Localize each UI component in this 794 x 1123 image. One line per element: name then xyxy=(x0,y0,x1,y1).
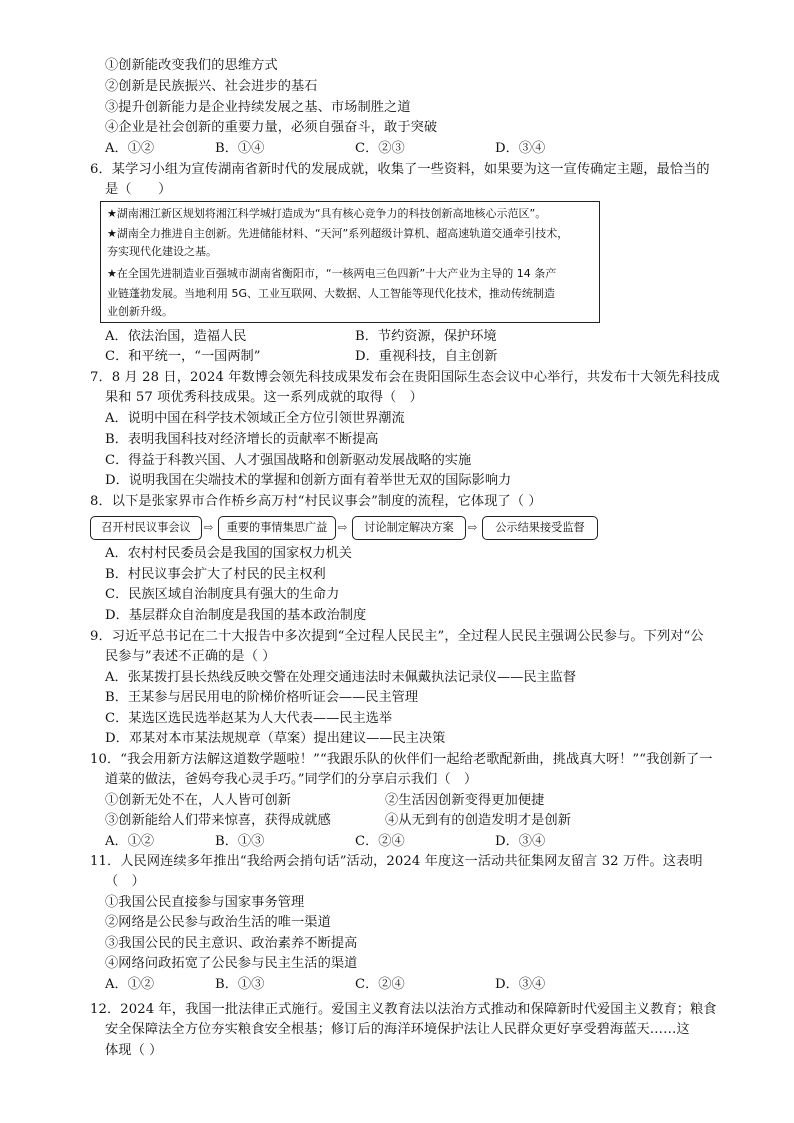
material-box xyxy=(100,201,600,323)
option-a: A．说明中国在科学技术领域正全方位引领世界潮流 xyxy=(105,411,405,426)
option-b: B．①③ xyxy=(215,977,265,992)
statement: ④从无到有的创造发明才是创新 xyxy=(385,813,572,828)
question-stem: 道菜的做法，爸妈夸我心灵手巧。”同学们的分享启示我们（ ） xyxy=(105,772,478,787)
statement: ③提升创新能力是企业持续发展之基、市场制胜之道 xyxy=(105,100,411,115)
material-line: ★在全国先进制造业百强城市湖南省衡阳市，“一核两电三色四新”十大产业为主导的 14 条产 xyxy=(107,267,557,280)
option-a: A．①② xyxy=(105,977,155,992)
material-line: 业创新升级。 xyxy=(107,305,173,318)
material-line: ★湖南全力推进自主创新。先进储能材料、“天河”系列超级计算机、超高速轨道交通牵引技术， xyxy=(107,227,569,240)
option-d: D．邓某对本市某法规规章（草案）提出建议——民主决策 xyxy=(105,731,446,746)
option-c: C．和平统一，“一国两制” xyxy=(105,349,261,364)
flow-step-1: 召开村民议事会议 xyxy=(90,516,202,540)
flow-arrow-icon: ⇨ xyxy=(468,521,478,534)
question-stem: 民参与”表述不正确的是（ ） xyxy=(105,649,276,664)
question-stem: 6．某学习小组为宣传湖南省新时代的发展成就，收集了一些资料，如果要为这一宣传确定主题，最恰当的 xyxy=(90,162,710,177)
option-c: C．某选区选民选举赵某为人大代表——民主选举 xyxy=(105,711,393,726)
question-stem: 8．以下是张家界市合作桥乡高万村“村民议事会”制度的流程，它体现了（ ） xyxy=(90,494,542,509)
statement: ②生活因创新变得更加便捷 xyxy=(385,793,545,808)
option-a: A．农村村民委员会是我国的国家权力机关 xyxy=(105,546,352,561)
flow-arrow-icon: ⇨ xyxy=(338,521,348,534)
statement: ④网络问政拓宽了公民参与民主生活的渠道 xyxy=(105,956,358,971)
question-stem: 10．“我会用新方法解这道数学题啦！”“我跟乐队的伙伴们一起给老歌配新曲，挑战真大呀！”“我创新了一 xyxy=(90,752,713,767)
flow-step-3: 讨论制定解决方案 xyxy=(352,516,466,540)
question-stem: 果和 57 项优秀科技成果。这一系列成就的取得（ ） xyxy=(105,390,423,405)
flow-step-4: 公示结果接受监督 xyxy=(482,516,598,540)
option-d: D．③④ xyxy=(495,977,546,992)
option-b: B．①③ xyxy=(215,834,265,849)
question-stem: 安全保障法全方位夯实粮食安全根基；修订后的海洋环境保护法让人民群众更好享受碧海蓝天……这 xyxy=(105,1022,690,1037)
statement: ①创新能改变我们的思维方式 xyxy=(105,58,278,73)
flow-step-2: 重要的事情集思广益 xyxy=(218,516,336,540)
statement: ④企业是社会创新的重要力量，必须自强奋斗，敢于突破 xyxy=(105,120,438,135)
option-d: D．说明我国在尖端技术的掌握和创新方面有着举世无双的国际影响力 xyxy=(105,473,512,488)
question-stem: （ ） xyxy=(105,874,145,889)
option-d: D．重视科技，自主创新 xyxy=(355,349,498,364)
option-b: B．①④ xyxy=(215,141,265,156)
question-stem: 7．8 月 28 日，2024 年数博会领先科技成果发布会在贵阳国际生态会议中心举行，共发布十大领先科技成 xyxy=(90,370,720,385)
option-a: A．依法治国，造福人民 xyxy=(105,329,247,344)
option-c: C．得益于科教兴国、人才强国战略和创新驱动发展战略的实施 xyxy=(105,453,472,468)
option-b: B．王某参与居民用电的阶梯价格听证会——民主管理 xyxy=(105,690,419,705)
statement: ③我国公民的民主意识、政治素养不断提高 xyxy=(105,936,358,951)
material-line: 业链蓬勃发展。当地利用 5G、工业互联网、大数据、人工智能等现代化技术，推动传统制造 xyxy=(107,287,556,300)
question-stem: 12．2024 年，我国一批法律正式施行。爱国主义教育法以法治方式推动和保障新时代爱国主义教育；粮食 xyxy=(90,1002,717,1017)
material-line: 夯实现代化建设之基。 xyxy=(107,245,217,258)
option-c: C．民族区域自治制度具有强大的生命力 xyxy=(105,587,340,602)
option-a: A．张某拨打县长热线反映交警在处理交通违法时未佩戴执法记录仪——民主监督 xyxy=(105,670,577,685)
statement: ②创新是民族振兴、社会进步的基石 xyxy=(105,79,318,94)
question-stem: 是（ ） xyxy=(105,182,172,197)
question-stem: 9．习近平总书记在二十大报告中多次提到“全过程人民民主”，全过程人民民主强调公民参与。下列对“公 xyxy=(90,629,704,644)
material-line: ★湖南湘江新区规划将湘江科学城打造成为“具有核心竞争力的科技创新高地核心示范区”。 xyxy=(107,207,547,220)
option-d: D．③④ xyxy=(495,834,546,849)
option-d: D．③④ xyxy=(495,141,546,156)
option-b: B．村民议事会扩大了村民的民主权利 xyxy=(105,567,326,582)
question-stem: 11．人民网连续多年推出“我给两会捎句话”活动，2024 年度这一活动共征集网友留言 32 万件。这表明 xyxy=(90,854,703,869)
option-c: C．②④ xyxy=(355,977,405,992)
option-d: D．基层群众自治制度是我国的基本政治制度 xyxy=(105,608,367,623)
flow-arrow-icon: ⇨ xyxy=(204,521,214,534)
option-b: B．表明我国科技对经济增长的贡献率不断提高 xyxy=(105,432,379,447)
statement: ①我国公民直接参与国家事务管理 xyxy=(105,895,305,910)
option-b: B．节约资源，保护环境 xyxy=(355,329,497,344)
statement: ②网络是公民参与政治生活的唯一渠道 xyxy=(105,915,331,930)
option-a: A．①② xyxy=(105,834,155,849)
statement: ③创新能给人们带来惊喜，获得成就感 xyxy=(105,813,331,828)
statement: ①创新无处不在，人人皆可创新 xyxy=(105,793,292,808)
question-stem: 体现（ ） xyxy=(105,1043,163,1058)
option-a: A．①② xyxy=(105,141,155,156)
option-c: C．②③ xyxy=(355,141,405,156)
option-c: C．②④ xyxy=(355,834,405,849)
